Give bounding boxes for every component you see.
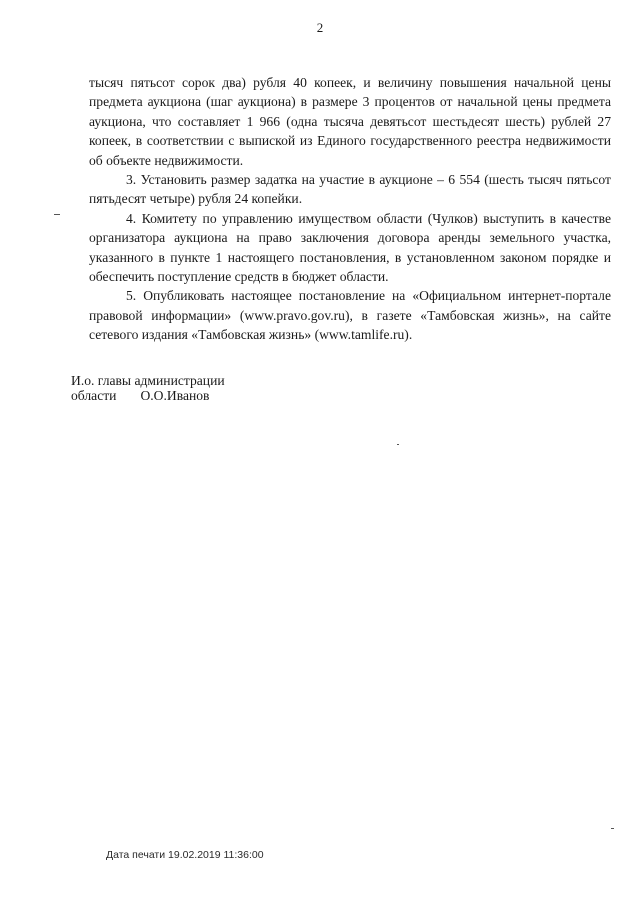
print-date: Дата печати 19.02.2019 11:36:00: [106, 849, 264, 861]
signatory-position-region: области: [71, 388, 117, 403]
paragraph-item-5: 5. Опубликовать настоящее постановление на «Официальном интернет-портале правовой информации» (www.pravo.gov.ru), в газете «Тамбовская жизнь», на сайте сетевого издания «Тамбовская жизнь» (www.tamlife.ru).: [89, 288, 611, 343]
signature-block: [71, 373, 225, 403]
paragraph-continuation: тысяч пятьсот сорок два) рубля 40 копеек, и величину повышения начальной цены предмета аукциона (шаг аукциона) в размере 3 процентов от начальной цены предмета аукциона, что составляет 1 966 (одна тысяча девятьсот шестьдесят шесть) рублей 27 копеек, в соответствии с выпиской из Единого государственного реестра недвижимости об объекте недвижимости.: [89, 75, 611, 168]
scan-speck: [611, 828, 614, 829]
signatory-line: [71, 388, 225, 403]
paragraph-item-4: 4. Комитету по управлению имуществом области (Чулков) выступить в качестве организатора аукциона на право заключения договора аренды земельного участка, указанного в пункте 1 настоящего постановления, в установленном законом порядке и обеспечить поступление средств в бюджет области.: [89, 210, 611, 285]
signatory-name: О.О.Иванов: [140, 388, 210, 403]
paragraph-item-3: 3. Установить размер задатка на участие в аукционе – 6 554 (шесть тысяч пятьсот пятьдесят четыре) рубля 24 копейки.: [89, 172, 611, 207]
document-body: [89, 73, 611, 345]
scan-speck: [397, 444, 399, 445]
page-number: 2: [316, 20, 324, 35]
signatory-position: И.о. главы администрации: [71, 373, 225, 388]
scan-speck: [54, 214, 60, 215]
